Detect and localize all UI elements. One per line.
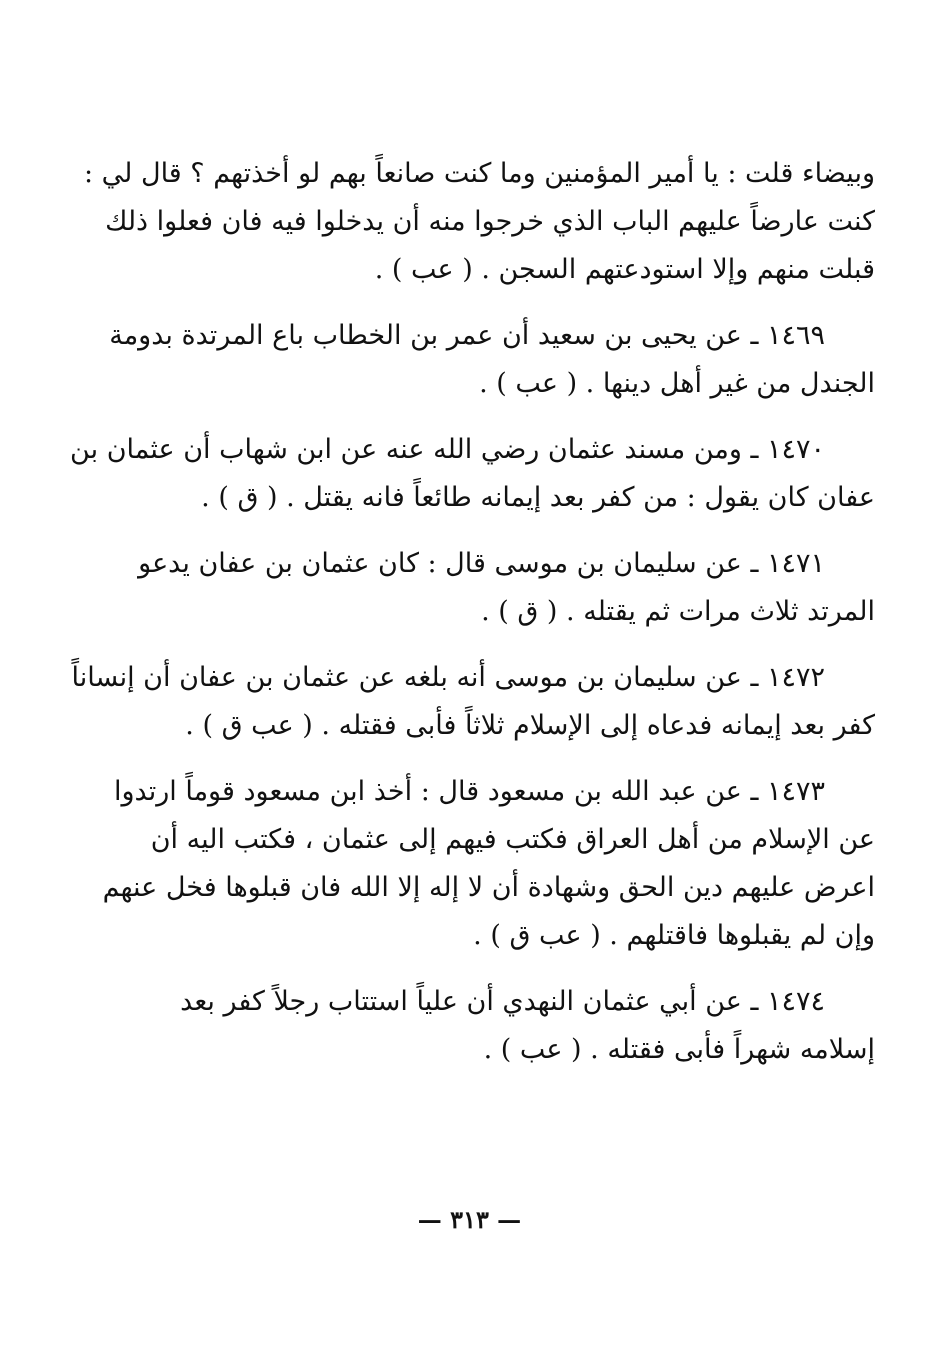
entry-1471-line-1: ١٤٧١ ـ عن سليمان بن موسى قال : كان عثمان بن عفان يدعو [138, 548, 825, 579]
entry-1474-line-2: إسلامه شهراً فأبى فقتله . ( عب ) . [483, 1034, 875, 1065]
entry-1473-line-4: وإن لم يقبلوها فاقتلهم . ( عب ق ) . [473, 920, 875, 951]
entry-1474-line-1: ١٤٧٤ ـ عن أبي عثمان النهدي أن علياً استتاب رجلاً كفر بعد [180, 986, 825, 1017]
paragraph-gap [170, 522, 875, 540]
entry-1470-line-1: ١٤٧٠ ـ ومن مسند عثمان رضي الله عنه عن ابن شهاب أن عثمان بن [70, 434, 825, 465]
paragraph-gap [170, 408, 875, 426]
entry-1470-line-2: عفان كان يقول : من كفر بعد إيمانه طائعاً فانه يقتل . ( ق ) . [201, 482, 875, 513]
text-line: وبيضاء قلت : يا أمير المؤمنين وما كنت صانعاً بهم لو أخذتهم ؟ قال لي : [83, 158, 875, 189]
text-line: كنت عارضاً عليهم الباب الذي خرجوا منه أن يدخلوا فيه فان فعلوا ذلك [105, 206, 875, 237]
text-line: قبلت منهم وإلا استودعتهم السجن . ( عب ) . [374, 254, 875, 285]
entry-1473-line-2: عن الإسلام من أهل العراق فكتب فيهم إلى عثمان ، فكتب اليه أن [150, 824, 875, 855]
paragraph-gap [170, 750, 875, 768]
page-body-text [70, 150, 875, 1074]
entry-1473-line-1: ١٤٧٣ ـ عن عبد الله بن مسعود قال : أخذ ابن مسعود قوماً ارتدوا [114, 776, 825, 807]
entry-1469-line-2: الجندل من غير أهل دينها . ( عب ) . [479, 368, 875, 399]
page-number: — ٣١٣ — [417, 1205, 522, 1234]
paragraph-gap [170, 960, 875, 978]
entry-1472-line-1: ١٤٧٢ ـ عن سليمان بن موسى أنه بلغه عن عثمان بن عفان أن إنساناً [71, 662, 825, 693]
entry-1469-line-1: ١٤٦٩ ـ عن يحيى بن سعيد أن عمر بن الخطاب باع المرتدة بدومة [109, 320, 825, 351]
paragraph-gap [170, 636, 875, 654]
paragraph-gap [170, 294, 875, 312]
entry-1471-line-2: المرتد ثلاث مرات ثم يقتله . ( ق ) . [481, 596, 875, 627]
entry-1473-line-3: اعرض عليهم دين الحق وشهادة أن لا إله إلا الله فان قبلوها فخل عنهم [102, 872, 875, 903]
entry-1472-line-2: كفر بعد إيمانه فدعاه إلى الإسلام ثلاثاً فأبى فقتله . ( عب ق ) . [185, 710, 875, 741]
